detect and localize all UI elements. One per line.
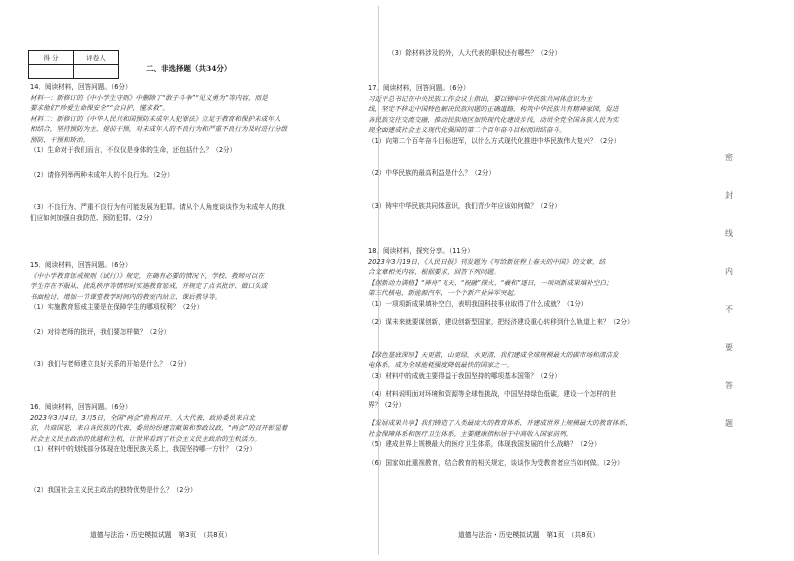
seal-line-char: 题 [725, 419, 733, 428]
q17-sub-3: （3）铸牢中华民族共同体意识，我们青少年应该如何做？（2分） [368, 201, 562, 210]
q16-material-3: 社会主义民主政治的优越和生机，让世界看到了社会主义民主政治的生机活力。 [30, 434, 261, 443]
q18-material-6: 电体系，成为全球能耗强度降低最快的国家之一。 [368, 361, 514, 369]
q14-sub-3a: （3）不良行为、严重不良行为有可能发展为犯罪。请从个人角度谈谈作为未成年人的我 [30, 203, 285, 211]
q14-sub-1: （1）生命对于我们而言，不仅仅是身体的生命，还包括什么？（2分） [30, 146, 237, 154]
q18-material-1: 2023年3月19日，《人民日报》刊发题为《写给新征程上春天的中国》的文章。结 [368, 257, 606, 266]
q14-sub-3b: 们应如何加强自我防范、预防犯罪。（2分） [30, 213, 157, 222]
q17-title: 17．阅读材料，回答问题。（6分） [368, 84, 470, 92]
q14-material-2c: 预防、干预和矫治。 [30, 135, 90, 144]
q15-title: 15．阅读材料，回答问题。（6分） [30, 261, 132, 269]
q18-material-7: 【发展成果共享】我们铸造了人类最庞大的教育体系，并建成世界上规模最大的教育体系、 [368, 419, 632, 427]
q18-sub-2: （2）谋未来就要谋创新，建设创新型国家，把经济建设重心转移到什么轨道上来？（2分） [368, 318, 634, 326]
q18-sub-6: （6）国家如此重视教育，结合教育的相关规定，谈谈作为受教育者应当如何做。（2分） [368, 458, 624, 467]
seal-line-char: 答 [725, 381, 733, 390]
seal-line-char: 内 [725, 267, 733, 276]
q17-material-4: 现全面建成社会主义现代化强国的第二个百年奋斗目标而团结奋斗。 [368, 126, 566, 134]
seal-line-char: 线 [725, 229, 733, 238]
seal-line-char: 封 [725, 191, 733, 200]
question-15 [30, 260, 267, 370]
q17-sub-2: （2）中华民族的最高利益是什么？（2分） [368, 169, 496, 177]
q18-answer-space-4[interactable] [368, 410, 634, 418]
q18-title: 18．阅读材料，探究分享。（11分） [368, 247, 474, 255]
q17-material-3: 各民族交往交流交融，推动民族地区加快现代化建设步伐，动员全党全国各族人民为实 [368, 115, 619, 124]
q14-answer-space-1[interactable] [30, 156, 287, 170]
seal-line-char: 要 [725, 343, 733, 352]
q18-sub-4a: （4）材料说明面对环境和资源等全球性挑战，中国坚持绿色低碳，建设一个怎样的世 [368, 390, 617, 398]
question-14 [30, 82, 287, 223]
q18-material-8: 社会保障体系和医疗卫生体系，主要健康指标居于中高收入国家前列。 [368, 429, 573, 438]
q17-answer-space-1[interactable] [368, 146, 620, 168]
score-box-reviewer-cell[interactable] [74, 65, 119, 79]
q18-sub-5: （5）建成世界上规模最大的医疗卫生体系，体现我国发展的什么战略？（2分） [368, 440, 601, 448]
right-exam-page [368, 0, 794, 561]
q18-material-4: 第三代核电、新能源汽车，一个个新产业异军突起。 [368, 289, 520, 297]
score-box-defen: 得 分 [29, 51, 74, 65]
q17-sub-1: （1）向第二个百年奋斗目标进军，以什么方式现代化推进中华民族伟大复兴？（2分） [368, 136, 621, 145]
q15-sub-3: （3）我们与老师建立良好关系的开始是什么？（2分） [30, 360, 191, 368]
q16-title: 16．阅读材料，回答问题。（6分） [30, 403, 132, 411]
q17-material-2: 线，坚定不移走中国特色解决民族问题的正确道路，构筑中华民族共有精神家园，促进 [368, 105, 619, 113]
q14-material-2b: 相结合，坚持预防为主、提前干预，对未成年人的不良行为和严重不良行为及时进行分级 [30, 125, 288, 133]
q14-title: 14．阅读材料，回答问题。（6分） [30, 83, 132, 91]
q15-answer-space-1[interactable] [30, 313, 267, 327]
question-18 [368, 246, 634, 468]
q15-sub-2: （2）对待老师的批评，我们要怎样做？（2分） [30, 327, 171, 336]
q18-answer-space-3[interactable] [368, 381, 634, 389]
q15-material-1: 《中小学教育惩戒规则（试行）》规定，在确有必要的情况下，学校、教师可以在 [30, 271, 265, 280]
section-title: 二、非选择题（共34分） [146, 64, 232, 73]
q15-answer-space-2[interactable] [30, 337, 267, 359]
q18-answer-space-1[interactable] [368, 309, 634, 317]
q16-sub-2: （2）我国社会主义民主政治的独特优势是什么？（2分） [30, 485, 197, 494]
q18-sub-4b: 界？（2分） [368, 400, 406, 409]
q16-sub-1: （1）材料中的划线部分体现在处理民族关系上，我国坚持哪一方针？（2分） [30, 445, 256, 453]
q18-sub-3: （3）材料中的成就主要得益于我国坚持的哪项基本国策？（2分） [368, 371, 562, 380]
seal-line-char: 密 [725, 153, 733, 162]
q15-material-2: 学生存在不服从、扰乱秩序等情形时实施教育惩戒，并规定了点名批评、做口头或 [30, 282, 268, 290]
q18-material-2: 合文章相关内容，根据要求，回答下列问题。 [368, 268, 500, 276]
q14-material-2a: 材料二：新修订的《中华人民共和国预防未成年人犯罪法》立足于教育和保护未成年人 [30, 114, 281, 123]
q16-material-2: 京，共商国是，来自各民族的代表、委员纷纷建言献策和参政议政，“两会”的召开彰显着 [30, 424, 288, 432]
left-page-footer: 道德与法治・历史模拟试题 第3页 （共8页） [90, 531, 232, 539]
q18-material-3: 【创新动力满格】“神舟”飞天、“祝融”探火、“羲和”逐日，一项项新成果填补空白； [368, 278, 613, 287]
q18-sub-1: （1）一项项新成果填补空白，表明我国科技事业取得了什么成就？（1分） [368, 299, 588, 308]
seal-line-char: 不 [725, 305, 733, 314]
q14-material-1a: 材料一：新修订的《中小学生守则》中删除了“敢于斗争”“见义勇为”等内容，而是 [30, 93, 268, 102]
question-16 [30, 402, 287, 495]
q16-answer-space-1[interactable] [30, 455, 287, 485]
q17-material-1: 习近平总书记在中央民族工作会议上指出，要以铸牢中华民族共同体意识为主 [368, 94, 593, 103]
q15-material-3: 书面检讨、增加一节课堂教学时间内的教室内站立、课后教导等。 [30, 292, 222, 301]
q15-sub-1: （1）实施教育惩戒主要是在保障学生的哪项权利？（2分） [30, 303, 204, 311]
right-page-footer: 道德与法治・历史模拟试题 第1页 （共8页） [458, 531, 600, 539]
q18-answer-space-5[interactable] [368, 450, 634, 458]
question-17 [368, 83, 620, 211]
q14-sub-2: （2）请你列举两种未成年人的不良行为。（2分） [30, 170, 174, 179]
q14-material-1b: 要求他们“珍爱生命保安全”“会自护，懂求救”。 [30, 104, 169, 112]
q18-material-5: 【绿色基底深厚】天更蓝，山更绿，水更清，我们建成全球规模最大的碳市场和清洁发 [368, 350, 619, 359]
left-exam-page [0, 0, 376, 561]
q14-answer-space-2[interactable] [30, 180, 287, 202]
q18-answer-space-2[interactable] [368, 328, 634, 350]
question-16-continued [388, 48, 561, 59]
score-box-score-cell[interactable] [29, 65, 74, 79]
score-box [28, 50, 119, 79]
score-box-reviewer: 评卷人 [74, 51, 119, 65]
q17-answer-space-2[interactable] [368, 179, 620, 201]
q16-material-1: 2023年3月4日，3月5日，全国“两会”胜利召开。人大代表、政协委员来自北 [30, 413, 256, 422]
q16-sub-3: （3）除材料涉及的外，人大代表的职权还有哪些？（2分） [388, 49, 562, 57]
